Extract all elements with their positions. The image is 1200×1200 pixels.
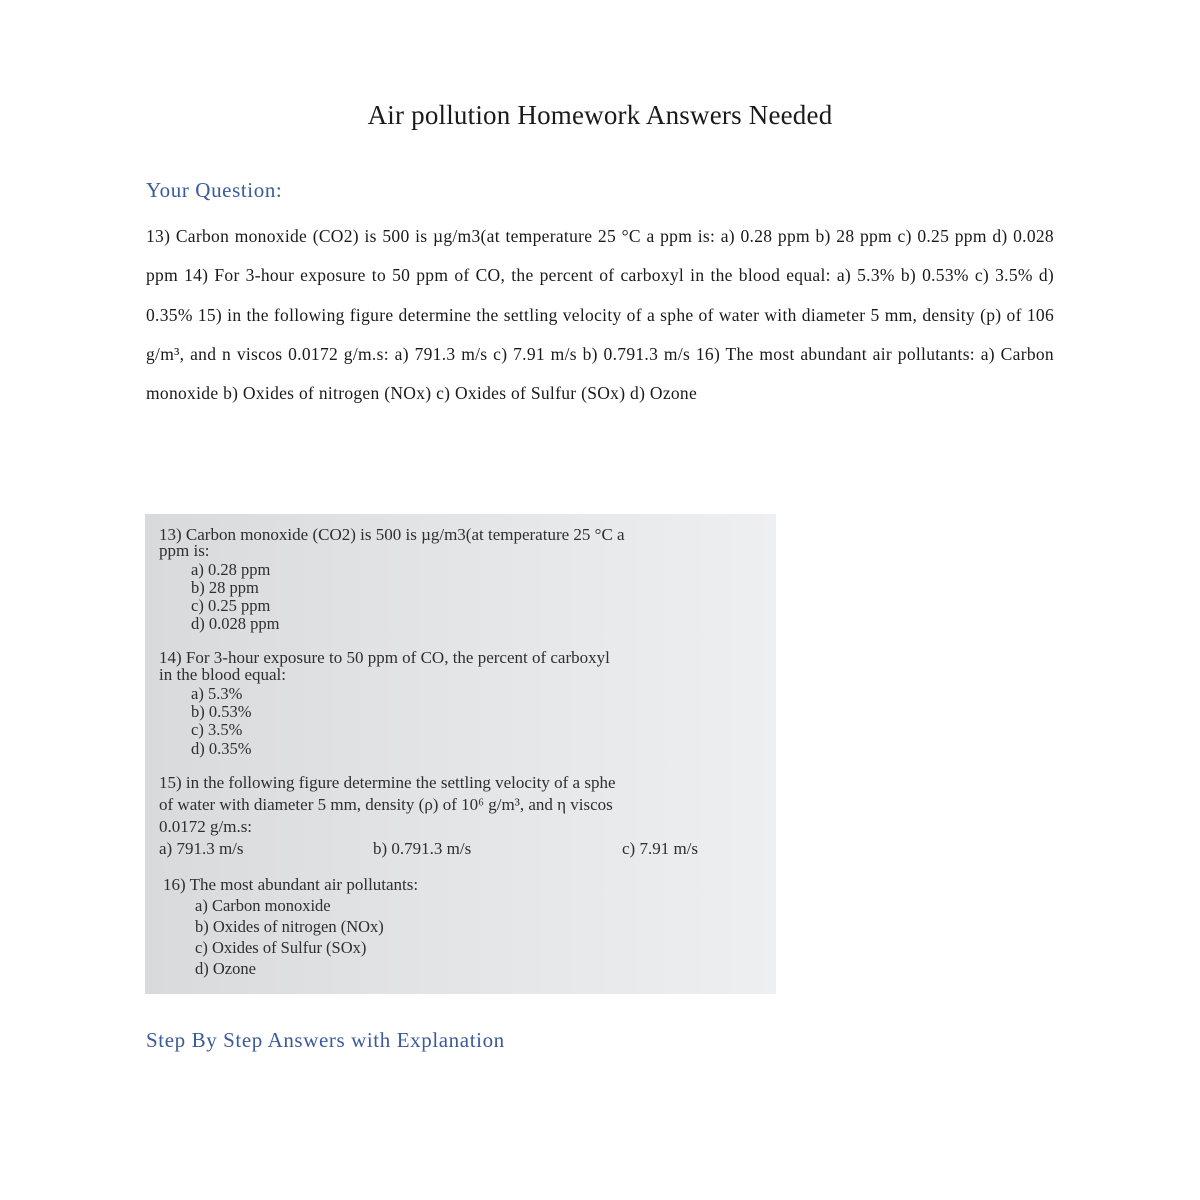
scan-q13-option-a: a) 0.28 ppm: [191, 560, 271, 579]
scan-q14-option-a: a) 5.3%: [191, 684, 243, 703]
scan-q13-option-b: b) 28 ppm: [191, 578, 259, 597]
scan-q15-option-b: b) 0.791.3 m/s: [373, 839, 472, 858]
scan-q15-line3: 0.0172 g/m.s:: [159, 817, 253, 836]
scan-q14-option-d: d) 0.35%: [191, 739, 252, 758]
scan-q15-option-a: a) 791.3 m/s: [159, 839, 244, 858]
scan-q14-line2: in the blood equal:: [159, 665, 287, 684]
scan-q14-option-b: b) 0.53%: [191, 702, 252, 721]
your-question-heading: Your Question:: [146, 178, 283, 202]
scan-q13-option-c: c) 0.25 ppm: [191, 596, 271, 615]
scan-q15-option-c: c) 7.91 m/s: [622, 839, 699, 858]
scan-q16-line1: 16) The most abundant air pollutants:: [163, 875, 419, 894]
answers-heading: Step By Step Answers with Explanation: [146, 1028, 505, 1052]
question-text: 13) Carbon monoxide (CO2) is 500 is µg/m3(at temperature 25 °C a ppm is: a) 0.28 ppm b) 28 ppm c) 0.25 ppm d) 0.028 ppm 14) For 3-hour exposure to 50 ppm of CO, the percent of carboxyl in the blood equal: a) 5.3% b) 0.53% c) 3.5% d) 0.35% 15) in the following figure determine the settling velocity of a sphe of water with diameter 5 mm, density (p) of 106 g/m³, and n viscos 0.0172 g/m.s: a) 791.3 m/s c) 7.91 m/s b) 0.791.3 m/s 16) The most abundant air pollutants: a) Carbon monoxide b) Oxides of nitrogen (NOx) c) Oxides of Sulfur (SOx) d) Ozone: [146, 226, 1054, 404]
scan-q16-option-c: c) Oxides of Sulfur (SOx): [195, 938, 367, 957]
scan-q15-line1: 15) in the following figure determine the settling velocity of a sphe: [159, 773, 616, 792]
document-title: Air pollution Homework Answers Needed: [367, 100, 833, 130]
scan-q16-option-b: b) Oxides of nitrogen (NOx): [195, 917, 384, 936]
scan-q16-option-d: d) Ozone: [195, 959, 256, 978]
scan-q14-option-c: c) 3.5%: [191, 720, 243, 739]
scan-q13-line1: 13) Carbon monoxide (CO2) is 500 is µg/m3(at temperature 25 °C a: [159, 525, 625, 544]
scan-q13-option-d: d) 0.028 ppm: [191, 614, 280, 633]
scan-q13-line2: ppm is:: [159, 541, 210, 560]
scan-q16-option-a: a) Carbon monoxide: [195, 896, 331, 915]
scan-q14-line1: 14) For 3-hour exposure to 50 ppm of CO, the percent of carboxyl: [159, 648, 610, 667]
question-scan-image: [145, 514, 776, 994]
scan-q15-line2: of water with diameter 5 mm, density (ρ) of 10⁶ g/m³, and η viscos: [159, 795, 613, 814]
